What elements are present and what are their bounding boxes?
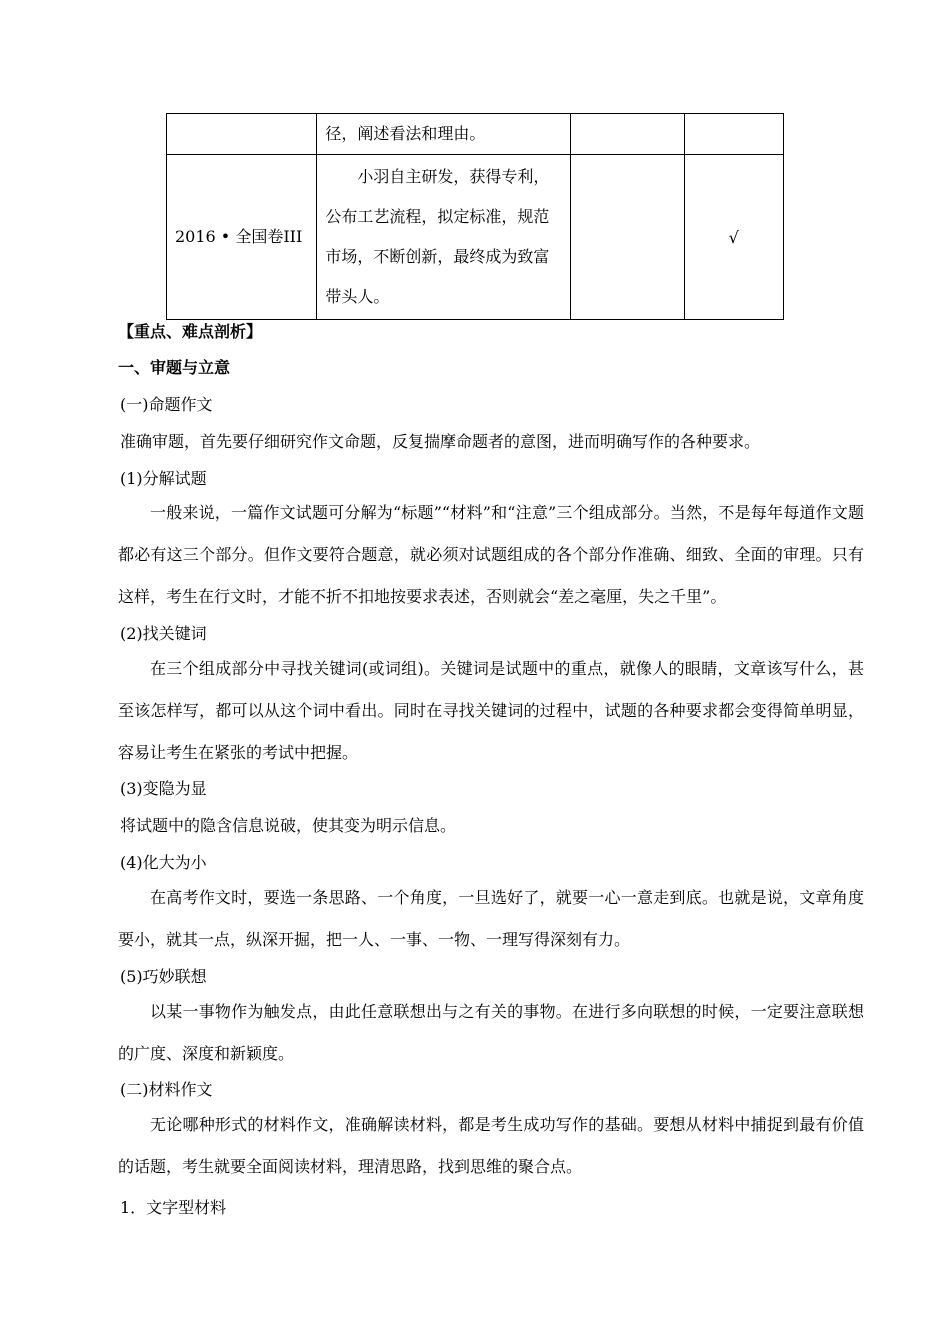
paragraph: 无论哪种形式的材料作文，准确解读材料，都是考生成功写作的基础。要想从材料中捕捉到最有价值的话题，考生就要全面阅读材料，理清思路，找到思维的聚合点。 bbox=[118, 1115, 864, 1176]
paragraph: 一般来说，一篇作文试题可分解为“标题”“材料”和“注意”三个组成部分。当然，不是每年每道作文题都必有这三个部分。但作文要符合题意，就必须对试题组成的各个部分作准确、细致、全面的审理。只有这样，考生在行文时，才能不折不扣地按要求表述，否则就会“差之毫厘，失之千里”。 bbox=[118, 503, 864, 606]
table-cell-content bbox=[317, 155, 571, 320]
table-cell-year bbox=[167, 114, 317, 155]
table-cell-content bbox=[317, 114, 571, 155]
subheading: (一)命题作文 bbox=[120, 395, 213, 414]
table-row bbox=[167, 114, 784, 155]
subheading: (2)找关键词 bbox=[120, 624, 207, 643]
table-cell-empty bbox=[684, 114, 783, 155]
table-cell-check bbox=[684, 155, 783, 320]
table-cell-year bbox=[167, 155, 317, 320]
subheading: (1)分解试题 bbox=[120, 469, 207, 488]
year-label: 2016 • 全国卷III bbox=[175, 227, 303, 246]
table-cell-empty bbox=[571, 114, 684, 155]
section-heading: 【重点、难点剖析】 bbox=[118, 322, 263, 341]
cell-text: 小羽自主研发，获得专利，公布工艺流程，拟定标准，规范市场，不断创新，最终成为致富带头人。 bbox=[325, 167, 550, 306]
subheading: (3)变隐为显 bbox=[120, 779, 207, 798]
paragraph: 在高考作文时，要选一条思路、一个角度，一旦选好了，就要一心一意走到底。也就是说，文章角度要小，就其一点，纵深开掘，把一人、一事、一物、一理写得深刻有力。 bbox=[118, 888, 864, 949]
paragraph: 以某一事物作为触发点，由此任意联想出与之有关的事物。在进行多向联想的时候，一定要注意联想的广度、深度和新颖度。 bbox=[118, 1002, 864, 1063]
paragraph: 在三个组成部分中寻找关键词(或词组)。关键词是试题中的重点，就像人的眼睛，文章该写什么，甚至该怎样写，都可以从这个词中看出。同时在寻找关键词的过程中，试题的各种要求都会变得简单明显，容易让考生在紧张的考试中把握。 bbox=[118, 659, 864, 762]
subheading: (二)材料作文 bbox=[120, 1080, 213, 1099]
subheading: (4)化大为小 bbox=[120, 853, 207, 872]
exam-table bbox=[166, 113, 784, 320]
cell-text: 径，阐述看法和理由。 bbox=[325, 124, 486, 143]
subheading: 1．文字型材料 bbox=[120, 1198, 227, 1217]
section-heading: 一、审题与立意 bbox=[118, 358, 231, 377]
check-mark: √ bbox=[728, 227, 739, 247]
table-cell-empty bbox=[571, 155, 684, 320]
paragraph: 准确审题，首先要仔细研究作文命题，反复揣摩命题者的意图，进而明确写作的各种要求。 bbox=[120, 432, 761, 451]
subheading: (5)巧妙联想 bbox=[120, 967, 207, 986]
table-row bbox=[167, 155, 784, 320]
paragraph: 将试题中的隐含信息说破，使其变为明示信息。 bbox=[120, 816, 457, 835]
